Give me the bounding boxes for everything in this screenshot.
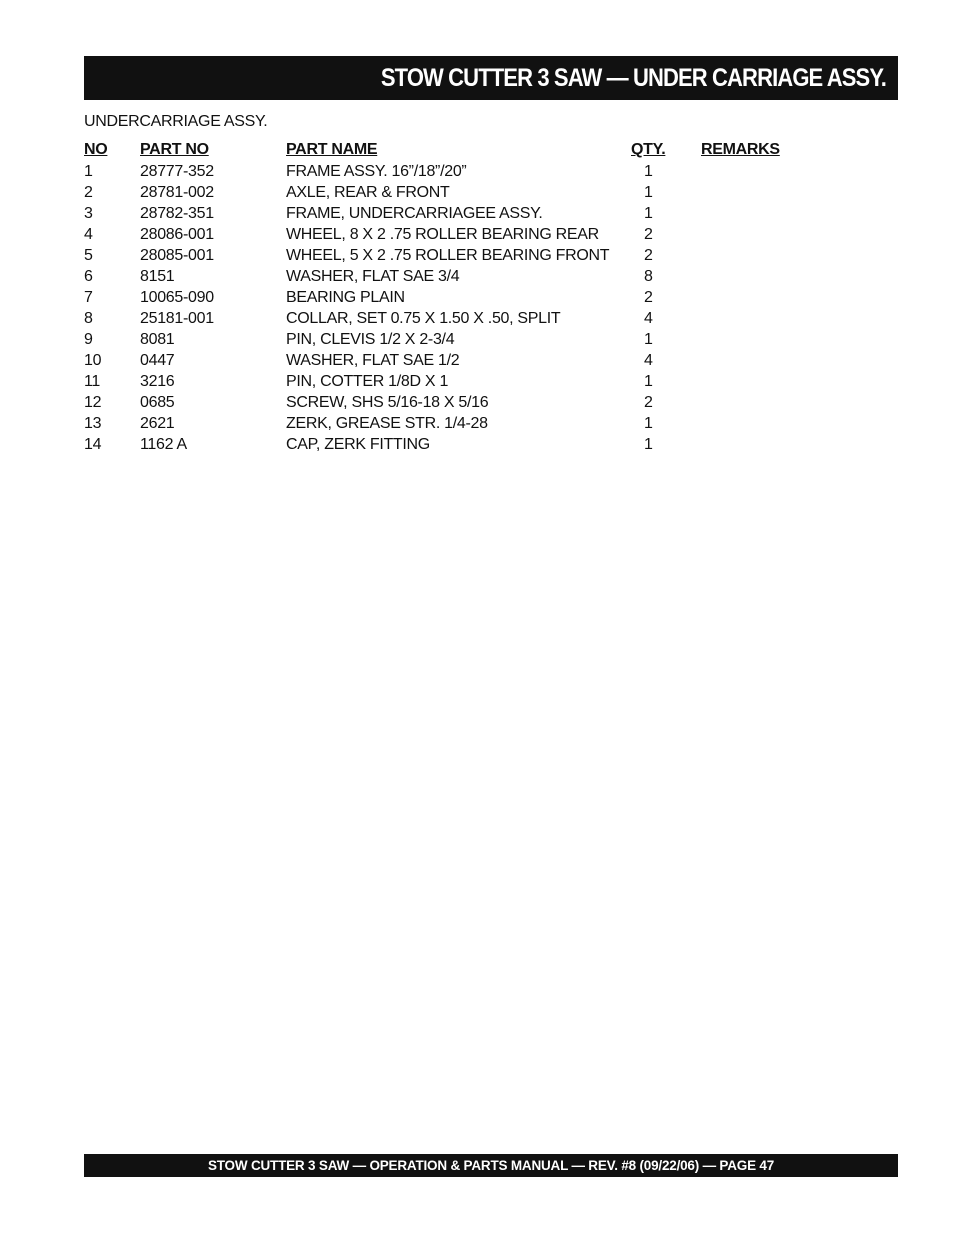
cell-no: 11 bbox=[84, 373, 101, 390]
cell-remarks bbox=[701, 434, 821, 455]
section-label: UNDERCARRIAGE ASSY. bbox=[84, 113, 268, 130]
cell-qty: 2 bbox=[644, 289, 653, 306]
cell-remarks bbox=[701, 350, 821, 371]
table-row bbox=[84, 245, 821, 266]
cell-qty: 1 bbox=[644, 184, 653, 201]
cell-part-no: 25181-001 bbox=[140, 310, 214, 327]
cell-part-name: WASHER, FLAT SAE 1/2 bbox=[286, 352, 460, 369]
column-header-no: NO bbox=[84, 141, 108, 158]
cell-part-no: 28777-352 bbox=[140, 163, 214, 180]
cell-qty: 2 bbox=[644, 394, 653, 411]
cell-remarks bbox=[701, 245, 821, 266]
page-title: STOW CUTTER 3 SAW — UNDER CARRIAGE ASSY. bbox=[380, 64, 886, 92]
table-row bbox=[84, 266, 821, 287]
table-row bbox=[84, 182, 821, 203]
cell-part-no: 8081 bbox=[140, 331, 175, 348]
cell-no: 7 bbox=[84, 289, 93, 306]
table-row bbox=[84, 203, 821, 224]
cell-qty: 1 bbox=[644, 205, 653, 222]
cell-remarks bbox=[701, 224, 821, 245]
cell-part-no: 0447 bbox=[140, 352, 175, 369]
cell-no: 9 bbox=[84, 331, 93, 348]
page-footer-bar bbox=[84, 1154, 898, 1177]
cell-remarks bbox=[701, 203, 821, 224]
table-row bbox=[84, 392, 821, 413]
cell-part-no: 10065-090 bbox=[140, 289, 214, 306]
cell-part-name: WHEEL, 5 X 2 .75 ROLLER BEARING FRONT bbox=[286, 247, 610, 264]
cell-qty: 2 bbox=[644, 226, 653, 243]
table-row bbox=[84, 350, 821, 371]
cell-qty: 8 bbox=[644, 268, 653, 285]
cell-part-name: PIN, CLEVIS 1/2 X 2-3/4 bbox=[286, 331, 455, 348]
cell-qty: 1 bbox=[644, 373, 653, 390]
cell-qty: 4 bbox=[644, 352, 653, 369]
table-row bbox=[84, 161, 821, 182]
column-header-part-no: PART NO bbox=[140, 141, 209, 158]
page-header-bar bbox=[84, 56, 898, 100]
cell-qty: 2 bbox=[644, 247, 653, 264]
cell-part-no: 28085-001 bbox=[140, 247, 214, 264]
cell-part-no: 28086-001 bbox=[140, 226, 214, 243]
cell-remarks bbox=[701, 182, 821, 203]
table-row bbox=[84, 413, 821, 434]
cell-part-name: SCREW, SHS 5/16-18 X 5/16 bbox=[286, 394, 489, 411]
cell-part-name: WHEEL, 8 X 2 .75 ROLLER BEARING REAR bbox=[286, 226, 599, 243]
cell-no: 12 bbox=[84, 394, 102, 411]
footer-text: STOW CUTTER 3 SAW — OPERATION & PARTS MANUAL — REV. #8 (09/22/06) — PAGE 47 bbox=[207, 1158, 775, 1173]
cell-no: 6 bbox=[84, 268, 93, 285]
cell-no: 3 bbox=[84, 205, 93, 222]
cell-remarks bbox=[701, 308, 821, 329]
table-row bbox=[84, 434, 821, 455]
cell-part-name: AXLE, REAR & FRONT bbox=[286, 184, 450, 201]
table-row bbox=[84, 371, 821, 392]
cell-part-name: ZERK, GREASE STR. 1/4-28 bbox=[286, 415, 488, 432]
cell-qty: 1 bbox=[644, 436, 653, 453]
cell-remarks bbox=[701, 329, 821, 350]
cell-no: 8 bbox=[84, 310, 93, 327]
cell-part-name: PIN, COTTER 1/8D X 1 bbox=[286, 373, 449, 390]
table-row bbox=[84, 329, 821, 350]
cell-part-no: 28781-002 bbox=[140, 184, 214, 201]
table-header-row bbox=[84, 139, 821, 161]
cell-no: 14 bbox=[84, 436, 102, 453]
cell-remarks bbox=[701, 266, 821, 287]
table-row bbox=[84, 308, 821, 329]
cell-qty: 4 bbox=[644, 310, 653, 327]
cell-part-no: 8151 bbox=[140, 268, 175, 285]
parts-table-body bbox=[84, 161, 821, 455]
cell-no: 10 bbox=[84, 352, 102, 369]
column-header-qty: QTY. bbox=[631, 141, 666, 158]
cell-qty: 1 bbox=[644, 163, 653, 180]
cell-part-name: COLLAR, SET 0.75 X 1.50 X .50, SPLIT bbox=[286, 310, 561, 327]
cell-part-name: BEARING PLAIN bbox=[286, 289, 405, 306]
cell-no: 4 bbox=[84, 226, 93, 243]
cell-remarks bbox=[701, 392, 821, 413]
cell-part-no: 1162 A bbox=[140, 436, 187, 453]
cell-qty: 1 bbox=[644, 415, 653, 432]
cell-no: 2 bbox=[84, 184, 93, 201]
cell-part-no: 2621 bbox=[140, 415, 175, 432]
cell-no: 5 bbox=[84, 247, 93, 264]
parts-list-table bbox=[84, 139, 821, 455]
cell-remarks bbox=[701, 413, 821, 434]
cell-part-no: 28782-351 bbox=[140, 205, 214, 222]
table-row bbox=[84, 287, 821, 308]
table-row bbox=[84, 224, 821, 245]
column-header-remarks: REMARKS bbox=[701, 141, 780, 158]
cell-part-name: CAP, ZERK FITTING bbox=[286, 436, 430, 453]
cell-part-name: FRAME, UNDERCARRIAGEE ASSY. bbox=[286, 205, 543, 222]
column-header-part-name: PART NAME bbox=[286, 141, 378, 158]
cell-no: 13 bbox=[84, 415, 102, 432]
cell-qty: 1 bbox=[644, 331, 653, 348]
cell-part-name: FRAME ASSY. 16”/18”/20” bbox=[286, 163, 467, 180]
cell-remarks bbox=[701, 371, 821, 392]
cell-part-name: WASHER, FLAT SAE 3/4 bbox=[286, 268, 460, 285]
cell-part-no: 0685 bbox=[140, 394, 175, 411]
cell-remarks bbox=[701, 161, 821, 182]
cell-remarks bbox=[701, 287, 821, 308]
cell-no: 1 bbox=[84, 163, 93, 180]
cell-part-no: 3216 bbox=[140, 373, 175, 390]
